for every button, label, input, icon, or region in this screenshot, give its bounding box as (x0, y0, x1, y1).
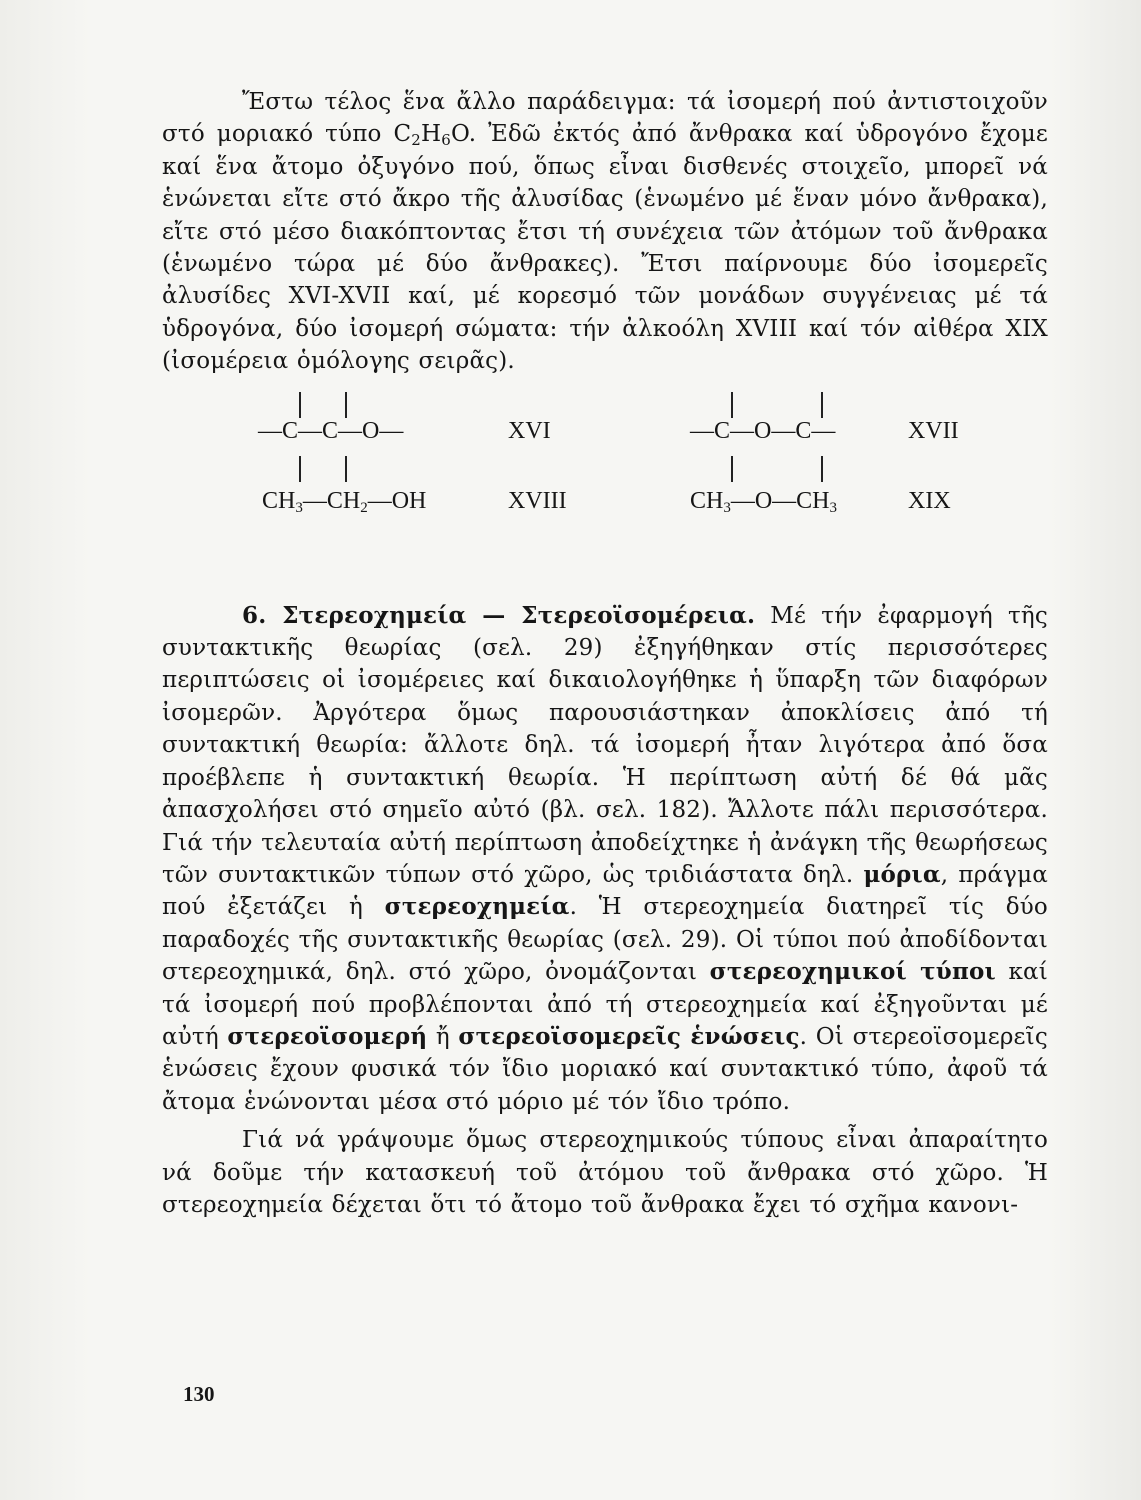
bold-term: στερεοχημικοί τύποι (709, 958, 996, 986)
paragraph-text: H (421, 121, 442, 148)
page-number: 130 (183, 1382, 215, 1406)
paragraph-text: Γιά νά γράψουμε ὅμως στερεοχημικούς τύπους εἶναι ἀπαραίτητο νά δοῦμε τήν κατασκευή τοῦ ἀτόμου τοῦ ἄνθρακα στό χῶρο. Ἡ στερεοχημεία δέχεται ὅτι τό ἄτομο τοῦ ἄνθρακα ἔχει τό σχῆμα κανονι- (162, 1127, 1048, 1218)
section-heading: 6. Στερεοχημεία — Στερεοϊσομέρεια. (242, 601, 756, 629)
paragraph-text: Μέ τήν ἐφαρμογή τῆς συντακτικῆς θεωρίας (σελ. 29) ἐξηγήθηκαν στίς περισσότερες περιπτώσεις οἱ ἰσομέρειες καί δικαιολογήθηκε ἡ ὕπαρξη τῶν διαφόρων ἰσομερῶν. Ἀργότερα ὅμως παρουσιάστηκαν ἀποκλίσεις ἀπό τή συντακτική θεωρία: ἄλλοτε δηλ. τά ἰσομερή ἦταν λιγότερα ἀπό ὅσα προέβλεπε ἡ συντακτική θεωρία. Ἡ περίπτωση αὐτή δέ θά μᾶς ἀπασχολήσει στό σημεῖο αὐτό (βλ. σελ. 182). Ἄλλοτε πάλι περισσότερα. Γιά τήν τελευταία αὐτή περίπτωση ἀποδείχτηκε ἡ ἀνάγκη τῆς θεωρήσεως τῶν συντακτικῶν τύπων στό χῶρο, ὡς τριδιάστατα δηλ. (162, 602, 1048, 888)
structural-formulas (162, 382, 1048, 600)
formula-ethanol (262, 488, 426, 515)
formula-part: CH (262, 487, 296, 514)
chain-xvi: —C—C—O— (258, 417, 404, 444)
label-xvi: XVI (508, 417, 551, 444)
bond-line (731, 392, 733, 418)
paragraph-text: Ἔστω τέλος ἕνα ἄλλο παράδειγμα: τά ἰσομερή πού ἀντιστοιχοῦν στό μοριακό τύπο C (162, 89, 1048, 148)
bond-line (821, 456, 823, 482)
bond-line (345, 456, 347, 482)
label-xviii: XVIII (508, 487, 567, 514)
bold-term: στερεοϊσομερή (227, 1022, 428, 1050)
bold-term: στερεοχημεία (384, 893, 570, 921)
bold-term: στερεοϊσομερεῖς ἑνώσεις (458, 1022, 800, 1050)
chain-xvii: —C—O—C— (690, 417, 836, 444)
paragraph-text: ἤ (427, 1023, 459, 1050)
paragraph-text: καί τά ἰσομερή πού προβλέπονται ἀπό τή στερεοχημεία καί ἐξηγοῦνται μέ αὐτή (162, 959, 1048, 1050)
bold-term: μόρια (863, 860, 941, 888)
bond-line (299, 456, 301, 482)
paragraph-stereochemistry (162, 600, 1048, 1119)
label-xix: XIX (908, 487, 951, 514)
formula-part: —OH (367, 487, 427, 514)
paragraph-text: , πράγμα πού ἐξετάζει ἡ (162, 861, 1048, 921)
subscript: 2 (411, 131, 422, 150)
paragraph-carbon-atom (162, 1124, 1048, 1221)
paragraph-text: O. Ἐδῶ ἐκτός ἀπό ἄνθρακα καί ὑδρογόνο ἔχομε καί ἕνα ἄτομο ὀξυγόνο πού, ὅπως εἶναι δισθενές στοιχεῖο, μπορεῖ νά ἑνώνεται εἴτε στό ἄκρο τῆς ἀλυσίδας (ἑνωμένο μέ ἕναν μόνο ἄνθρακα), εἴτε στό μέσο διακόπτοντας ἔτσι τή συνέχεια τῶν ἀτόμων τοῦ ἄνθρακα (ἑνωμένο τώρα μέ δύο ἄνθρακες). Ἔτσι παίρνουμε δύο ἰσομερεῖς ἀλυσίδες XVI-XVII καί, μέ κορεσμό τῶν μονάδων συγγένειας μέ τά ὑδρογόνα, δύο ἰσομερή σώματα: τήν ἀλκοόλη XVIII καί τόν αἰθέρα XIX (ἰσομέρεια ὁμόλογης σειρᾶς). (162, 121, 1048, 375)
bond-line (731, 456, 733, 482)
bond-line (299, 392, 301, 418)
formula-part: —O—CH (730, 487, 830, 514)
subscript: 6 (441, 131, 452, 150)
paragraph-text: . Ἡ στερεοχημεία διατηρεῖ τίς δύο παραδοχές τῆς συντακτικῆς θεωρίας (σελ. 29). Οἱ τύποι πού ἀποδίδονται στερεοχημικά, δηλ. στό χῶρο, ὀνομάζονται (162, 894, 1048, 986)
formula-part: —CH (302, 487, 361, 514)
formula-ether (690, 488, 837, 515)
subscript: 3 (829, 499, 838, 516)
paragraph-isomers-c2h6o (162, 86, 1048, 378)
page-body (162, 86, 1048, 1221)
subscript: 2 (360, 499, 368, 516)
formula-part: CH (690, 487, 724, 514)
subscript: 3 (723, 499, 731, 516)
bond-line (821, 392, 823, 418)
subscript: 3 (295, 499, 303, 516)
paragraph-text: . Οἱ στερεοϊσομερεῖς ἑνώσεις ἔχουν φυσικά τόν ἴδιο μοριακό καί συντακτικό τύπο, ἀφοῦ τά ἄτομα ἑνώνονται μέσα στό μόριο μέ τόν ἴδιο τρόπο. (162, 1023, 1048, 1115)
bond-line (345, 392, 347, 418)
label-xvii: XVII (908, 417, 959, 444)
